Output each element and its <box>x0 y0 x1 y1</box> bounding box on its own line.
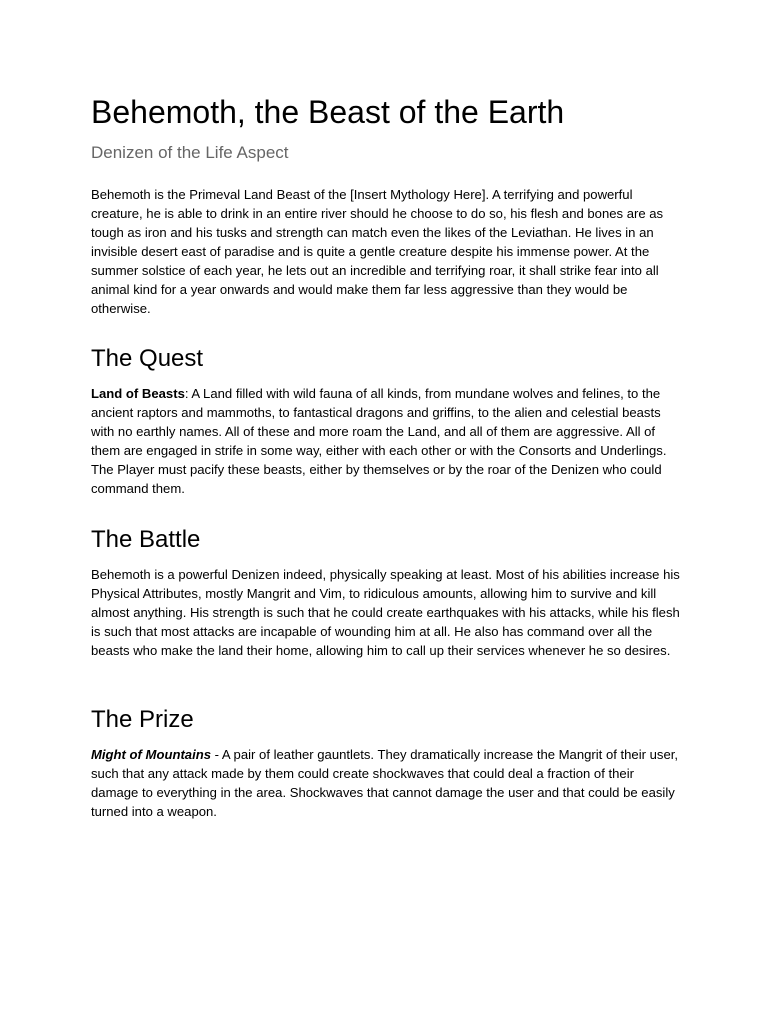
battle-heading: The Battle <box>91 526 201 553</box>
prize-term: Might of Mountains <box>91 747 211 762</box>
quest-paragraph <box>91 384 681 498</box>
page-subtitle: Denizen of the Life Aspect <box>91 143 289 162</box>
page-title: Behemoth, the Beast of the Earth <box>91 94 565 130</box>
quest-heading: The Quest <box>91 345 204 372</box>
battle-paragraph: Behemoth is a powerful Denizen indeed, physically speaking at least. Most of his abilities increase his Physical Attributes, mostly Mangrit and Vim, to ridiculous amounts, allowing him to survive and kill almost anything. His strength is such that he could create earthquakes with his attacks, while his flesh is such that most attacks are incapable of wounding him at all. He also has command over all the beasts who make the land their home, allowing him to call up their services whenever he so desires. <box>91 567 680 658</box>
prize-paragraph <box>91 745 681 821</box>
prize-text: - A pair of leather gauntlets. They dramatically increase the Mangrit of their user, such that any attack made by them could create shockwaves that could deal a fraction of their damage to everything in the area. Shockwaves that cannot damage the user and that could be easily turned into a weapon. <box>91 747 679 819</box>
quest-text: : A Land filled with wild fauna of all kinds, from mundane wolves and felines, to the ancient raptors and mammoths, to fantastical dragons and griffins, to the alien and celestial beasts with no earthly names. All of these and more roam the Land, and all of them are aggressive. All of them are engaged in strife in some way, either with each other or with the Consorts and Underlings. The Player must pacify these beasts, either by themselves or by the roar of the Denizen who could command them. <box>91 386 667 496</box>
prize-heading: The Prize <box>91 706 194 733</box>
quest-term: Land of Beasts <box>91 386 185 401</box>
intro-paragraph: Behemoth is the Primeval Land Beast of the [Insert Mythology Here]. A terrifying and powerful creature, he is able to drink in an entire river should he choose to do so, his flesh and bones are as tough as iron and his tusks and strength can match even the likes of the Leviathan. He lives in an invisible desert east of paradise and is quite a gentle creature despite his immense power. At the summer solstice of each year, he lets out an incredible and terrifying roar, it shall strike fear into all animal kind for a year onwards and would make them far less aggressive than they would be otherwise. <box>91 187 664 316</box>
